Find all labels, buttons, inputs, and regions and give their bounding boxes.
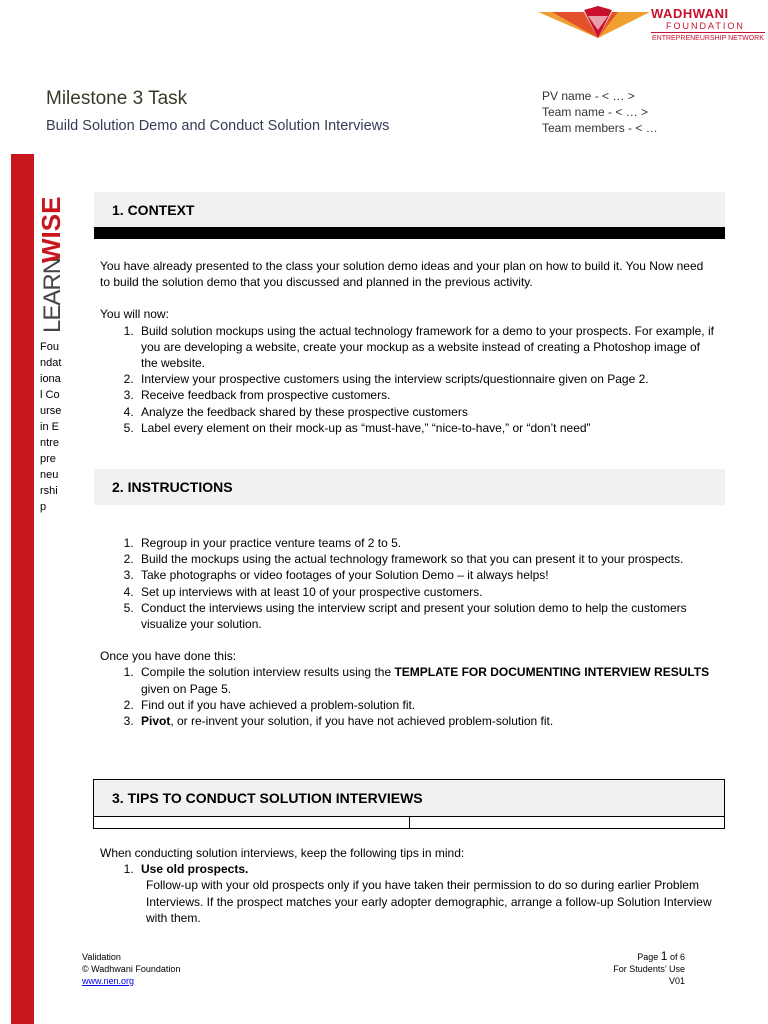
tips-heading: 3. TIPS TO CONDUCT SOLUTION INTERVIEWS	[112, 790, 423, 806]
list-item: 5. Label every element on their mock-up as “must-have,” “nice-to-have,” or “don’t need”	[137, 420, 715, 436]
tip-title: Use old prospects.	[141, 862, 249, 877]
context-black-bar	[94, 227, 725, 239]
context-paragraph: You have already presented to the class your solution demo ideas and your plan on how to build it. You Now need to build the solution demo that you discussed and planned in the previous activity.	[100, 259, 704, 290]
footer-validation: Validation	[82, 952, 121, 962]
list-item: 2. Interview your prospective customers using the interview scripts/questionnaire given on Page 2.	[137, 371, 715, 387]
team-name-field: Team name - < … >	[542, 105, 649, 119]
brand-network: ENTREPRENEURSHIP NETWORK	[652, 35, 764, 42]
list-item	[137, 713, 715, 729]
brand-divider	[651, 32, 765, 33]
list-item	[137, 861, 715, 926]
page-num: 1	[660, 949, 668, 963]
learnwise-learn: LEARN	[39, 257, 66, 333]
instructions-header	[94, 469, 725, 505]
tip-body: Follow-up with your old prospects only if you have taken their permission to do so during earlier Problem Interviews. If the prospect matches your early adopter demographic, arrange a follow-up Solution Interview with them.	[146, 878, 712, 925]
tips-list	[100, 861, 715, 926]
context-header	[94, 192, 725, 228]
tips-intro: When conducting solution interviews, keep the following tips in mind:	[100, 846, 465, 860]
context-intro: You will now:	[100, 307, 169, 322]
list-item: 1. Regroup in your practice venture teams of 2 to 5.	[137, 535, 715, 551]
followup-text: Compile the solution interview results using the	[141, 665, 395, 680]
instructions-body	[100, 535, 715, 729]
list-item: 4. Analyze the feedback shared by these prospective customers	[137, 404, 715, 420]
list-item: 3. Take photographs or video footages of your Solution Demo – it always helps!	[137, 567, 715, 583]
page-suffix: of 6	[667, 952, 685, 962]
list-item: 5. Conduct the interviews using the interview script and present your solution demo to help the customers visualize your solution.	[137, 600, 715, 632]
footer-version: V01	[668, 976, 685, 986]
sidebar-red-bar	[11, 154, 34, 1024]
list-item: 4. Set up interviews with at least 10 of your prospective customers.	[137, 584, 715, 600]
sidebar-vertical-text: Foundational Course in Entrepreneurship	[40, 341, 62, 513]
pivot-term: Pivot	[141, 714, 171, 729]
list-item: 1. Build solution mockups using the actual technology framework for a demo to your prospects. For example, if you are developing a website, create your mockup as a website instead of creating a Photoshop image of the website.	[137, 323, 715, 372]
instructions-list	[100, 535, 715, 632]
brand-name: WADHWANI	[651, 6, 729, 21]
footer-right	[613, 950, 685, 987]
footer-copyright: © Wadhwani Foundation	[82, 964, 181, 974]
context-list	[100, 323, 715, 436]
tips-table-divider	[409, 816, 410, 829]
page-subtitle: Build Solution Demo and Conduct Solution Interviews	[46, 118, 390, 134]
page-number	[613, 950, 685, 963]
instructions-once: Once you have done this:	[100, 649, 237, 664]
followup-list	[100, 664, 715, 729]
footer-link[interactable]: www.nen.org	[82, 976, 135, 986]
tips-header	[93, 779, 725, 817]
page-prefix: Page	[637, 952, 661, 962]
page-title: Milestone 3 Task	[46, 88, 188, 109]
learnwise-wise: WISE	[36, 196, 66, 263]
tips-body	[100, 845, 715, 926]
brand-foundation: FOUNDATION	[666, 21, 745, 31]
list-item	[137, 664, 715, 696]
team-members-field: Team members - < …	[542, 121, 658, 135]
pv-name-field: PV name - < … >	[542, 89, 635, 103]
followup-text: , or re-invent your solution, if you have not achieved problem-solution fit.	[170, 714, 554, 729]
instructions-heading: 2. INSTRUCTIONS	[112, 479, 233, 495]
template-name: TEMPLATE FOR DOCUMENTING INTERVIEW RESULTS	[394, 665, 710, 680]
context-body	[100, 258, 715, 436]
footer-left	[82, 951, 180, 987]
list-item: 3. Receive feedback from prospective customers.	[137, 387, 715, 403]
learnwise-logo	[32, 175, 72, 335]
context-heading: 1. CONTEXT	[112, 202, 195, 218]
list-item: 2. Find out if you have achieved a problem-solution fit.	[137, 697, 715, 713]
followup-text: given on Page 5.	[141, 681, 232, 696]
footer-audience: For Students’ Use	[613, 964, 685, 974]
list-item: 2. Build the mockups using the actual technology framework so that you can present it to your prospects.	[137, 551, 715, 567]
